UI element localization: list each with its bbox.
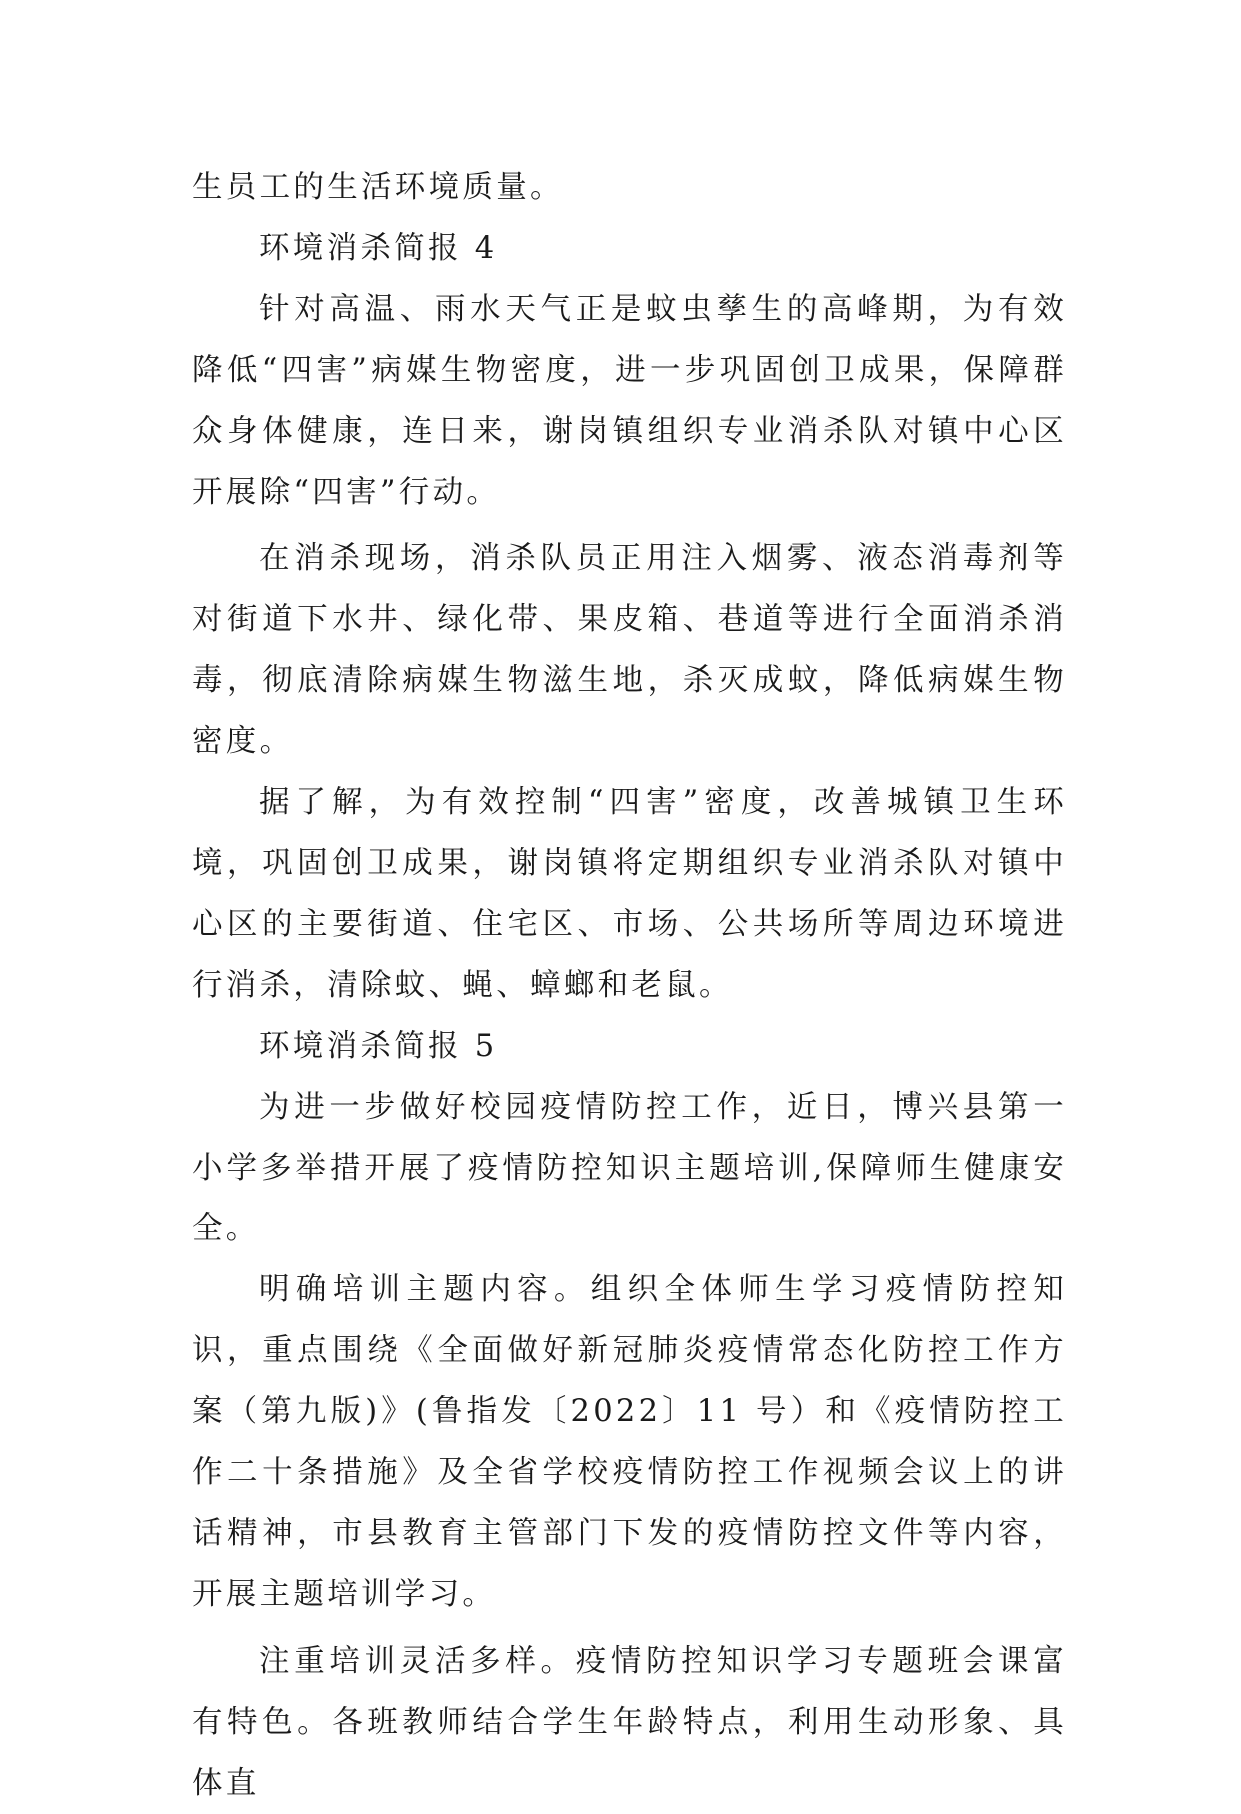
paragraph-continuation: 生员工的生活环境质量。 [192,170,564,205]
paragraph: 注重培训灵活多样。疫情防控知识学习专题班会课富有特色。各班教师结合学生年龄特点，利用生动形象、具体直 [192,1643,1067,1801]
document-body [192,158,1067,1814]
section-heading-4: 环境消杀简报 4 [259,230,498,266]
paragraph: 明确培训主题内容。组织全体师生学习疫情防控知识，重点围绕《全面做好新冠肺炎疫情常态化防控工作方案（第九版)》(鲁指发〔2022〕11 号）和《疫情防控工作二十条措施》及全省学校疫情防控工作视频会议上的讲话精神，市县教育主管部门下发的疫情防控文件等内容，开展主题培训学习。 [192,1272,1067,1612]
paragraph: 为进一步做好校园疫情防控工作，近日，博兴县第一小学多举措开展了疫情防控知识主题培训,保障师生健康安全。 [192,1089,1067,1247]
paragraph: 据了解，为有效控制“四害”密度，改善城镇卫生环境，巩固创卫成果，谢岗镇将定期组织专业消杀队对镇中心区的主要街道、住宅区、市场、公共场所等周边环境进行消杀，清除蚊、蝇、蟑螂和老鼠。 [192,785,1067,1003]
paragraph: 针对高温、雨水天气正是蚊虫孳生的高峰期，为有效降低“四害”病媒生物密度，进一步巩固创卫成果，保障群众身体健康，连日来，谢岗镇组织专业消杀队对镇中心区开展除“四害”行动。 [192,291,1067,510]
paragraph: 在消杀现场，消杀队员正用注入烟雾、液态消毒剂等对街道下水井、绿化带、果皮箱、巷道等进行全面消杀消毒，彻底清除病媒生物滋生地，杀灭成蚊，降低病媒生物密度。 [192,541,1067,760]
section-heading-5: 环境消杀简报 5 [259,1028,498,1064]
